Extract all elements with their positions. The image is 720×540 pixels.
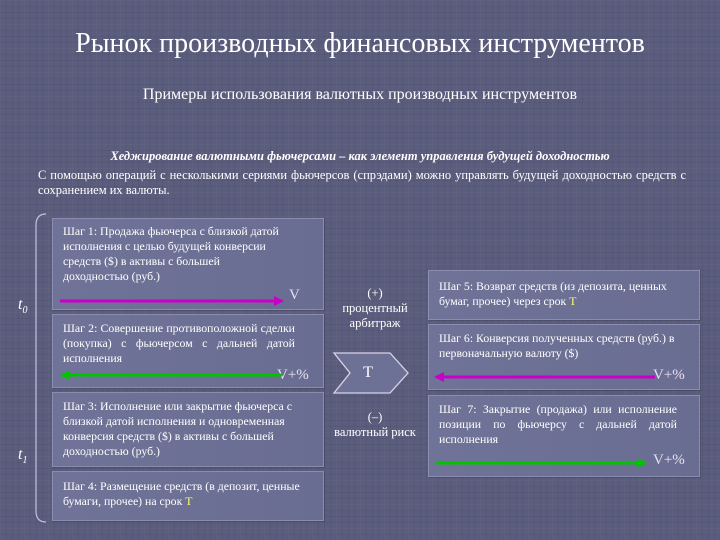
currency-risk-sign: (–) bbox=[367, 410, 383, 424]
currency-risk-label: валютный риск bbox=[334, 425, 416, 439]
page-subtitle: Примеры использования валютных производных инструментов bbox=[142, 86, 578, 103]
center-term: T bbox=[363, 364, 373, 381]
arbitrage-label: процентный арбитраж bbox=[342, 301, 408, 330]
step-6-mark: V+% bbox=[653, 367, 685, 383]
time-label-t0: $t_0$ bbox=[18, 296, 28, 317]
step-3-text: Шаг 3: Исполнение или закрытие фьючерса с близкой датой исполнения и одновременная конверсия средств ($) в активы с большей доходностью (руб.) bbox=[63, 399, 292, 458]
step-4-text: Шаг 4: Размещение средств (в депозит, ценные бумаги, прочее) на срок T bbox=[63, 479, 300, 508]
time-label-t1: $t_1$ bbox=[18, 446, 28, 467]
arbitrage-sign: (+) bbox=[367, 286, 383, 300]
step-2-text: Шаг 2: Совершение противоположной сделки (покупка) с фьючерсом с дальней датой исполнения bbox=[63, 321, 295, 365]
page-title: Рынок производных финансовых инструментов bbox=[75, 28, 645, 59]
step-5-text: Шаг 5: Возврат средств (из депозита, ценных бумаг, прочее) через срок T bbox=[439, 279, 667, 308]
step-1-mark: V bbox=[289, 287, 300, 303]
step-7-mark: V+% bbox=[653, 452, 685, 468]
step-2-mark: V+% bbox=[277, 367, 309, 383]
hedging-intro: С помощью операций с несколькими сериями фьючерсов (спрэдами) можно управлять будущей доходностью средств с сохранением их валюты. bbox=[38, 168, 686, 197]
hedging-title: Хеджирование валютными фьючерсами – как элемент управления будущей доходностью bbox=[110, 149, 610, 163]
step-6-text: Шаг 6: Конверсия полученных средств (руб.) в первоначальную валюту ($) bbox=[439, 331, 675, 360]
step-1-text: Шаг 1: Продажа фьючерса с близкой датой исполнения с целью будущей конверсии средств ($) в активы с большей доходностью (руб.) bbox=[63, 224, 279, 283]
step-7-text: Шаг 7: Закрытие (продажа) или исполнение позиции по фьючерсу с дальней датой исполнения bbox=[439, 402, 677, 446]
step-4-term: T bbox=[185, 494, 193, 508]
step-5-term: T bbox=[569, 294, 577, 308]
